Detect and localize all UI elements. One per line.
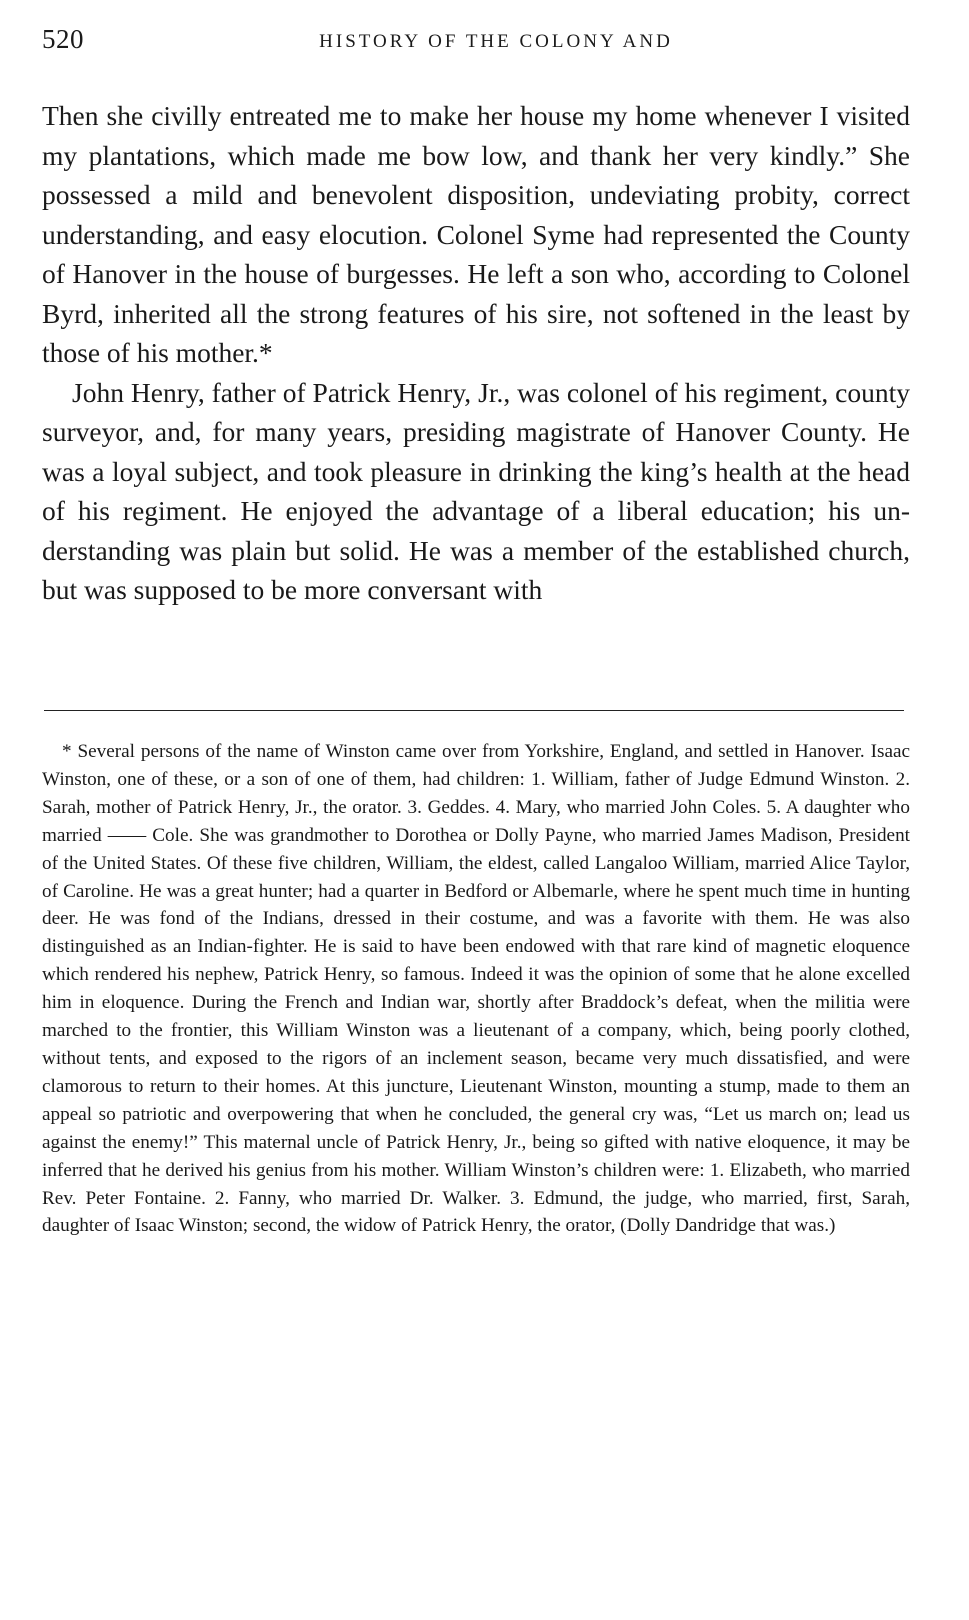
paragraph-continued: Then she civilly entreated me to make her house my home whenever I visited my plantations, which made me bow low, and thank her very kindly.” She possessed a mild and benevolent disposition, undeviating probity, correct understanding, and easy elocution. Colonel Syme had represented the County of Hanover in the house of burgesses. He left a son who, according to Colonel Byrd, inherited all the strong features of his sire, not softened in the least by those of his mother.* [42,100,910,368]
paragraph-john-henry: John Henry, father of Patrick Henry, Jr., was colonel of his regiment, county surveyor, and, for many years, presiding magistrate of Hanover County. He was a loyal subject, and took pleasure in drinking the king’s health at the head of his regiment. He enjoyed the advantage of a liberal education; his understanding was plain but solid. He was a member of the established church, but was supposed to be more conversant with [42,376,910,605]
footnote: * Several persons of the name of Winston came over from Yorkshire, England, and settled in Hanover. Isaac Winston, one of these, or a son of one of them, had children: 1. William, father of Judge Edmund Winston. 2. Sarah, mother of Patrick Henry, Jr., the orator. 3. Geddes. 4. Mary, who married John Coles. 5. A daughter who married —— Cole. She was grandmother to Dorothea or Dolly Payne, who married James Madison, President of the United States. Of these five children, William, the eldest, called Langaloo William, married Alice Taylor, of Caroline. He was a great hunter; had a quarter in Bedford or Albemarle, where he spent much time in hunting deer. He was fond of the Indians, dressed in their costume, and was a favorite with them. He was also distinguished as an Indian-fighter. He is said to have been endowed with that rare kind of magnetic eloquence which rendered his nephew, Patrick Henry, so famous. Indeed it was the opinion of some that he alone excelled him in eloquence. During the French and Indian war, shortly after Braddock’s defeat, when the militia were marched to the frontier, this William Winston was a lieutenant of a company, which, being poorly clothed, without tents, and exposed to the rigors of an inclement season, became very much dissatisfied, and were clamorous to return to their homes. At this juncture, Lieutenant Winston, mounting a stump, made to them an appeal so patriotic and overpowering that when he concluded, the general cry was, “Let us march on; lead us against the enemy!” This maternal uncle of Patrick Henry, Jr., being so gifted with native eloquence, it may be inferred that he derived his genius from his mother. William Winston’s children were: 1. Elizabeth, who married Rev. Peter Fontaine. 2. Fanny, who married Dr. Walker. 3. Edmund, the judge, who married, first, Sarah, daughter of Isaac Winston; second, the widow of Patrick Henry, the orator, (Dolly Dandridge that was.) [42,741,910,1237]
running-head [42,24,910,64]
footnote-divider [44,710,904,711]
running-title: HISTORY OF THE COLONY AND [319,31,673,52]
main-text [42,96,910,610]
page-number: 520 [42,24,84,54]
